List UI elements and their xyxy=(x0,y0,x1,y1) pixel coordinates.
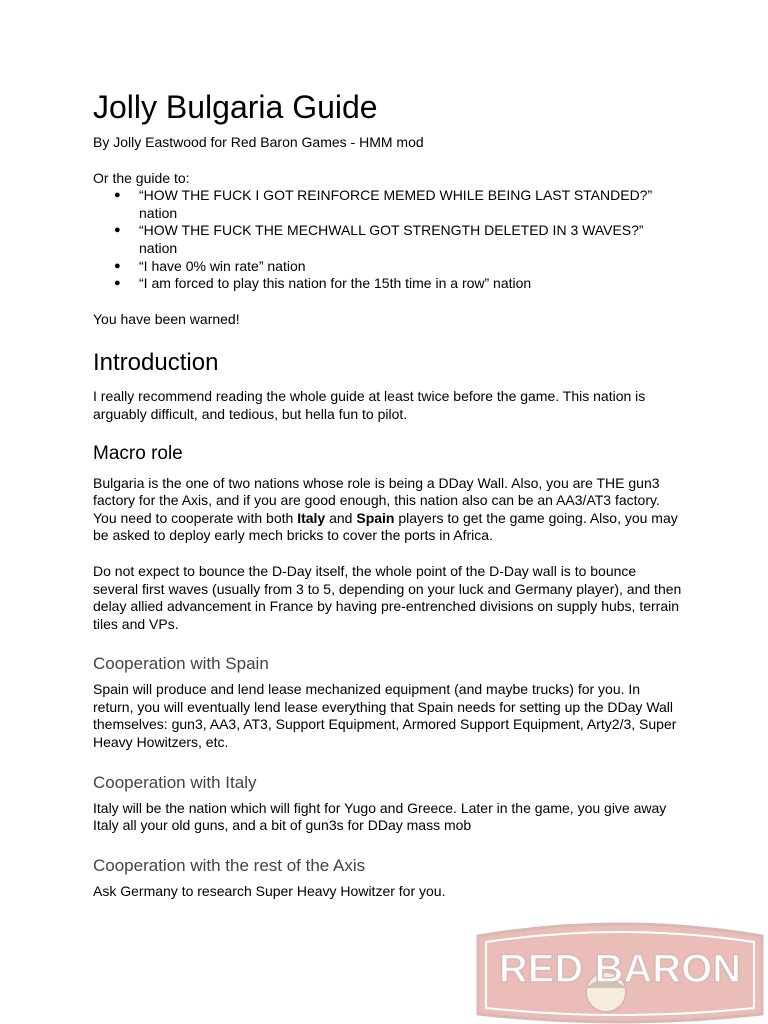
axis-text: Ask Germany to research Super Heavy Howitzer for you. xyxy=(93,882,446,899)
list-item: ● “HOW THE FUCK I GOT REINFORCE MEMED WHILE BEING LAST STANDED?” nation xyxy=(114,187,653,221)
list-item: ● “I am forced to play this nation for the 15th time in a row” nation xyxy=(114,275,532,292)
logo-text: RED BARON xyxy=(498,947,742,991)
spain-text: Spain will produce and lend lease mechanized equipment (and maybe trucks) for you. In return, you will eventually lend lease everything that Spain needs for setting up the DDay Wall themselves: gun3, AA3, AT3, Support Equipment, Armored Support Equipment, Arty2/3, Super Heavy Howitzers, etc. xyxy=(93,681,677,751)
byline: By Jolly Eastwood for Red Baron Games - HMM mod xyxy=(93,134,424,150)
red-baron-logo xyxy=(472,918,768,1024)
macro-role-paragraph-1: Bulgaria is the one of two nations whose role is being a DDay Wall. Also, you are THE gun3 factory for the Axis, and if you are good enough, this nation also can be an AA3/AT3 factory. You need to cooperate with both Italy and Spain players to get the game going. Also, you may be asked to deploy early mech bricks to cover the ports in Africa. xyxy=(93,474,678,544)
axis-heading: Cooperation with the rest of the Axis xyxy=(93,855,366,875)
bullet-icon: ● xyxy=(114,189,121,202)
macro-role-heading: Macro role xyxy=(93,442,183,464)
warning-text: You have been warned! xyxy=(93,310,240,327)
macro-role-paragraph-2: Do not expect to bounce the D-Day itself, the whole point of the D-Day wall is to bounce several first waves (usually from 3 to 5, depending on your luck and Germany player), and then delay allied advancement in France by having pre-entrenched divisions on supply hubs, terrain tiles and VPs. xyxy=(93,562,682,632)
list-item: ● “I have 0% win rate” nation xyxy=(114,257,306,274)
spain-bold: Spain xyxy=(356,509,395,526)
spain-heading: Cooperation with Spain xyxy=(93,654,269,674)
document-page xyxy=(93,88,683,900)
list-item: ● “HOW THE FUCK THE MECHWALL GOT STRENGTH DELETED IN 3 WAVES?” nation xyxy=(114,222,644,256)
italy-heading: Cooperation with Italy xyxy=(93,772,257,792)
italy-bold: Italy xyxy=(297,509,326,526)
introduction-text: I really recommend reading the whole guide at least twice before the game. This nation is arguably difficult, and tedious, but hella fun to pilot. xyxy=(93,388,646,422)
italy-text: Italy will be the nation which will fight for Yugo and Greece. Later in the game, you give away Italy all your old guns, and a bit of gun3s for DDay mass mob xyxy=(93,799,667,834)
bullet-icon: ● xyxy=(114,259,121,272)
bullet-icon: ● xyxy=(114,224,121,237)
bullet-icon: ● xyxy=(114,277,121,290)
document-title: Jolly Bulgaria Guide xyxy=(93,89,378,125)
introduction-heading: Introduction xyxy=(93,349,219,377)
or-guide-text: Or the guide to: xyxy=(93,169,190,186)
alt-titles-list xyxy=(93,187,683,293)
